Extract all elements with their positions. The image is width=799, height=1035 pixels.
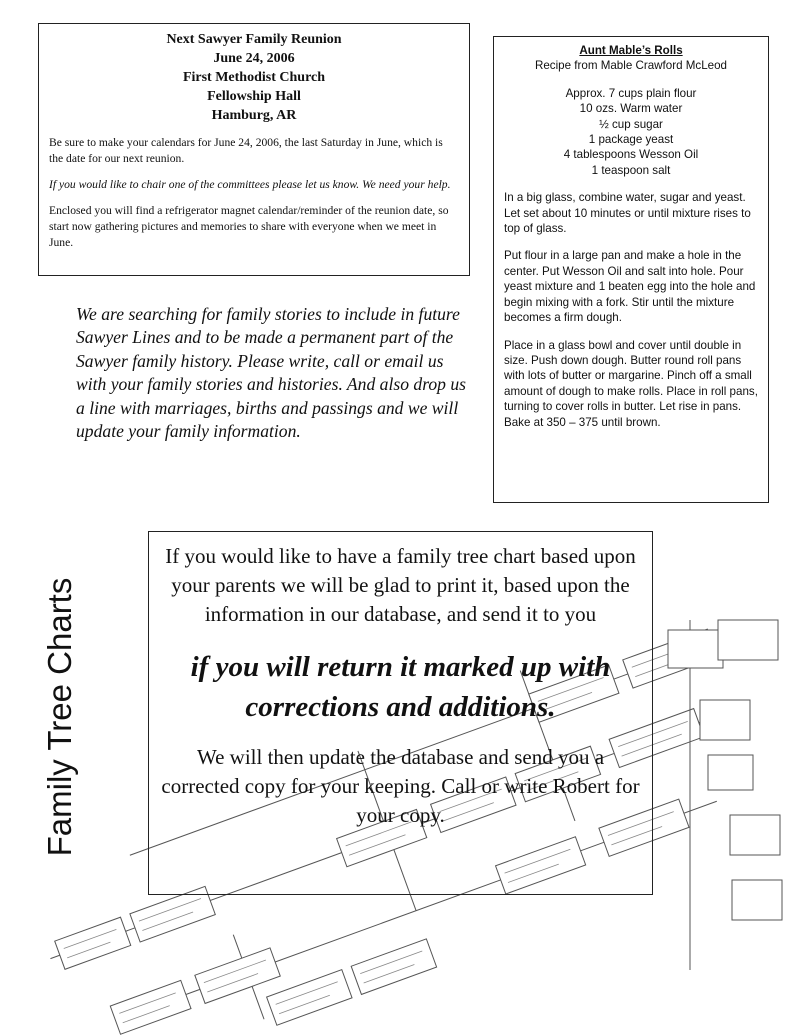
- ingredient-item: 1 package yeast: [588, 133, 674, 147]
- recipe-subtitle: Recipe from Mable Crawford McLeod: [534, 59, 728, 73]
- reunion-heading-line: June 24, 2006: [213, 51, 295, 66]
- recipe-ingredients: [504, 86, 758, 178]
- recipe-box: [493, 36, 769, 503]
- reunion-committee-paragraph: If you would like to chair one of the committees please let us know. We need your help.: [49, 178, 451, 191]
- recipe-step: Place in a glass bowl and cover until double in size. Push down dough. Butter round roll pans with lots of butter or margarine. Pinch off a small amount of dough to make rolls. Place in roll pans, turning to cover rolls in butter. Let rise in pans. Bake at 350 – 375 until brown.: [504, 338, 758, 429]
- ingredient-item: 1 teaspoon salt: [591, 163, 671, 177]
- family-tree-offer-box: [148, 531, 653, 895]
- recipe-step: In a big glass, combine water, sugar and yeast. Let set about 10 minutes or until mixture rises to top of glass.: [504, 191, 751, 236]
- offer-paragraph: If you would like to have a family tree chart based upon your parents we will be glad to print it, based upon the information in our database, and send it to you: [165, 544, 636, 626]
- ingredient-item: ½ cup sugar: [599, 117, 663, 131]
- recipe-title: Aunt Mable’s Rolls: [579, 44, 683, 57]
- reunion-heading-line: Hamburg, AR: [211, 108, 297, 123]
- ingredient-item: 4 tablespoons Wesson Oil: [563, 148, 699, 162]
- reunion-heading-line: Next Sawyer Family Reunion: [166, 32, 342, 47]
- reunion-notice-box: [38, 23, 470, 276]
- reunion-heading-line: Fellowship Hall: [207, 89, 301, 104]
- offer-paragraph-closing: We will then update the database and send you a corrected copy for your keeping. Call or write Robert for your copy.: [161, 745, 640, 827]
- reunion-calendar-paragraph: Be sure to make your calendars for June 24, 2006, the last Saturday in June, which is the date for our next reunion.: [49, 136, 443, 165]
- reunion-heading: [49, 30, 459, 125]
- reunion-magnet-paragraph: Enclosed you will find a refrigerator magnet calendar/reminder of the reunion date, so start now gathering pictures and memories to share with everyone when we meet in June.: [49, 204, 449, 249]
- ingredient-item: Approx. 7 cups plain flour: [565, 86, 697, 100]
- reunion-heading-line: First Methodist Church: [182, 70, 326, 85]
- ingredient-item: 10 ozs. Warm water: [579, 102, 683, 116]
- offer-emphasis: if you will return it marked up with corrections and additions.: [190, 651, 611, 723]
- recipe-step: Put flour in a large pan and make a hole in the center. Put Wesson Oil and salt into hole. Pour yeast mixture and 1 beaten egg into the hole and begin mixing with a fork. Stir until the mixture becomes a firm dough.: [504, 249, 756, 325]
- family-stories-paragraph: We are searching for family stories to include in future Sawyer Lines and to be made a permanent part of the Sawyer family history. Please write, call or email us with your family stories and histories. And also drop us a line with marriages, births and passings and we will update your family information.: [76, 304, 467, 442]
- family-tree-charts-title: Family Tree Charts: [41, 577, 78, 857]
